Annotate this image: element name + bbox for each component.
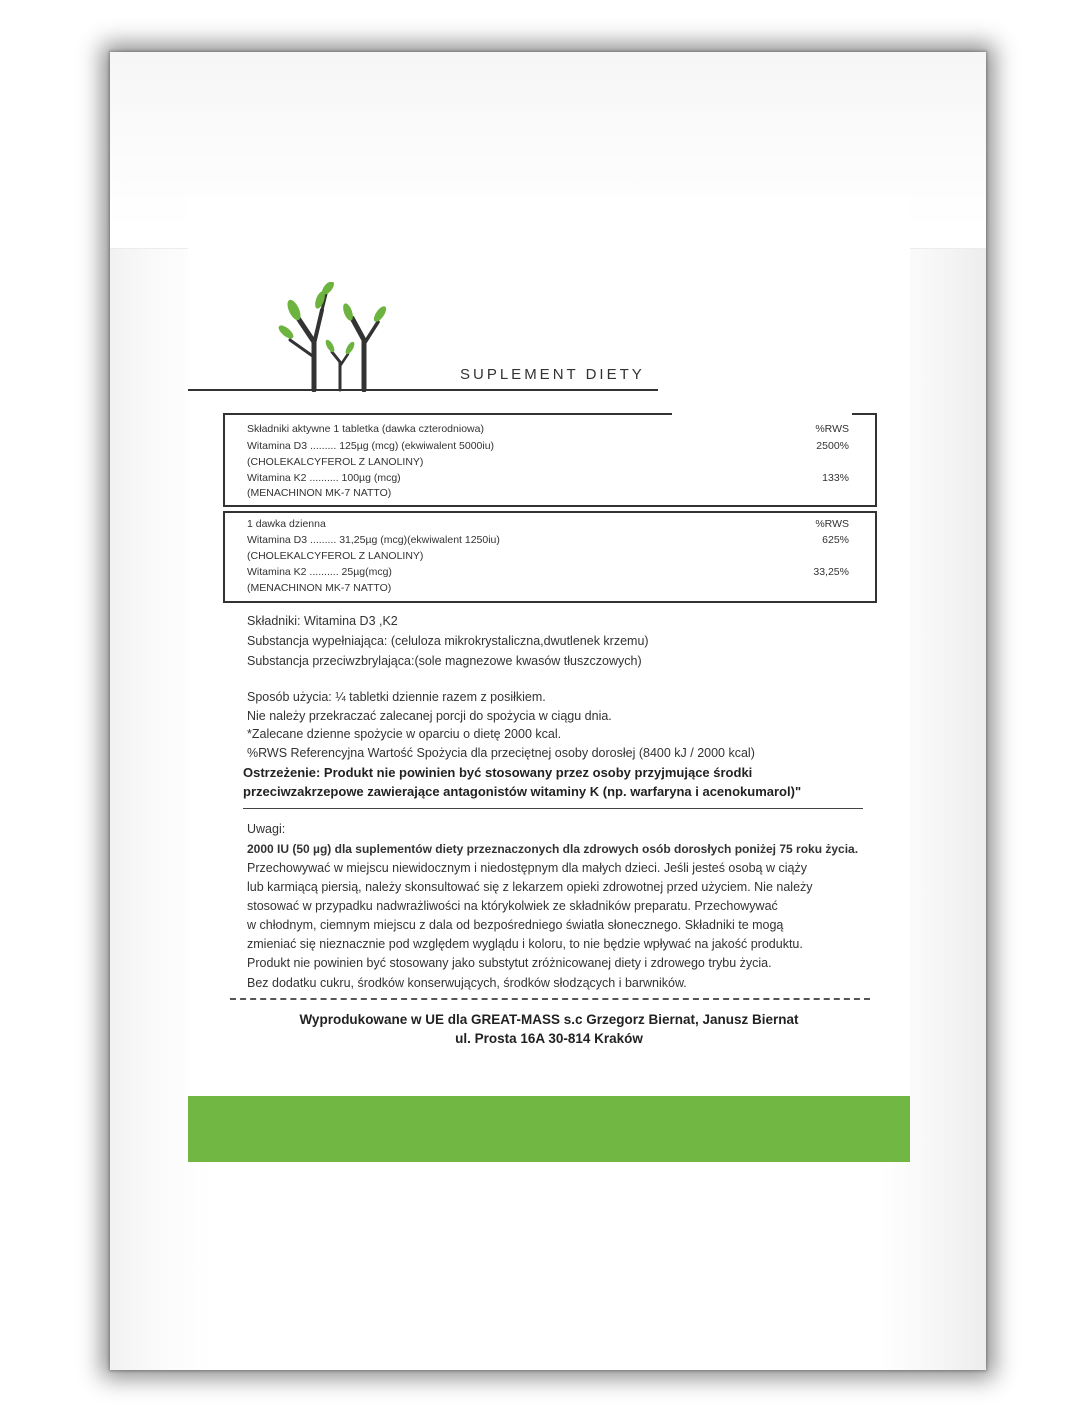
notes-line: 2000 IU (50 µg) dla suplementów diety przeznaczonych dla zdrowych osób dorosłych poniżej 75 roku życia. bbox=[247, 842, 859, 856]
table2-row: Witamina D3 ......... 31,25µg (mcg)(ekwiwalent 1250iu) bbox=[247, 534, 500, 546]
usage-line: %RWS Referencyjna Wartość Spożycia dla przeciętnej osoby dorosłej (8400 kJ / 2000 kcal) bbox=[247, 746, 755, 760]
section-divider bbox=[243, 808, 863, 809]
notes-line: lub karmiącą piersią, należy skonsultować się z lekarzem opieki zdrowotnej przed użyciem. Nie należy bbox=[247, 880, 813, 894]
table2-header: 1 dawka dzienna bbox=[247, 518, 326, 530]
usage-line: Sposób użycia: ¼ tabletki dziennie razem z posiłkiem. bbox=[247, 690, 546, 704]
warning-line: przeciwzakrzepowe zawierające antagonistów witaminy K (np. warfaryna i acenokumarol)" bbox=[243, 784, 802, 799]
table2-row: (CHOLEKALCYFEROL Z LANOLINY) bbox=[247, 550, 424, 562]
product-type-title: SUPLEMENT DIETY bbox=[460, 366, 645, 383]
tree-icon bbox=[268, 282, 390, 392]
usage-line: *Zalecane dzienne spożycie w oparciu o dietę 2000 kcal. bbox=[247, 727, 562, 741]
table1-row: Witamina D3 ......... 125µg (mcg) (ekwiwalent 5000iu) bbox=[247, 440, 495, 452]
table1-row-rws: 2500% bbox=[816, 440, 849, 452]
brand-underline bbox=[188, 389, 658, 391]
warning-line: Ostrzeżenie: Produkt nie powinien być stosowany przez osoby przyjmujące środki bbox=[243, 765, 753, 780]
table2-row-rws: 33,25% bbox=[813, 566, 849, 578]
table2-row: (MENACHINON MK-7 NATTO) bbox=[247, 582, 392, 594]
green-band bbox=[188, 1096, 910, 1162]
notes-line: stosować w przypadku nadwrażliwości na którykolwiek ze składników preparatu. Przechowywać bbox=[247, 899, 778, 913]
notes-heading: Uwagi: bbox=[247, 822, 286, 836]
notes-line: zmieniać się nieznacznie pod względem wyglądu i koloru, to nie będzie wpływać na jakość produktu. bbox=[247, 937, 803, 951]
producer-address: ul. Prosta 16A 30-814 Kraków bbox=[455, 1031, 643, 1046]
table1-header-rws: %RWS bbox=[815, 423, 849, 435]
table1-row: (MENACHINON MK-7 NATTO) bbox=[247, 487, 392, 499]
ingredients-line: Składniki: Witamina D3 ,K2 bbox=[247, 614, 398, 628]
table1-row: (CHOLEKALCYFEROL Z LANOLINY) bbox=[247, 456, 424, 468]
ingredients-line: Substancja przeciwzbrylająca:(sole magnezowe kwasów tłuszczowych) bbox=[247, 654, 642, 668]
table2-header-rws: %RWS bbox=[815, 518, 849, 530]
ingredients-line: Substancja wypełniająca: (celuloza mikrokrystaliczna,dwutlenek krzemu) bbox=[247, 634, 649, 648]
table1-row-rws: 133% bbox=[822, 472, 849, 484]
table1-row: Witamina K2 .......... 100µg (mcg) bbox=[247, 472, 401, 484]
usage-line: Nie należy przekraczać zalecanej porcji do spożycia w ciągu dnia. bbox=[247, 709, 612, 723]
notes-line: w chłodnym, ciemnym miejscu z dala od bezpośredniego światła słonecznego. Składniki te mogą bbox=[247, 918, 784, 932]
notes-line: Produkt nie powinien być stosowany jako substytut zróżnicowanej diety i zdrowego trybu życia. bbox=[247, 956, 772, 970]
dashed-divider bbox=[230, 998, 870, 1000]
table2-row: Witamina K2 .......... 25µg(mcg) bbox=[247, 566, 392, 578]
table1-header: Składniki aktywne 1 tabletka (dawka czterodniowa) bbox=[247, 423, 484, 435]
table2-row-rws: 625% bbox=[822, 534, 849, 546]
producer-line: Wyprodukowane w UE dla GREAT-MASS s.c Grzegorz Biernat, Janusz Biernat bbox=[299, 1012, 799, 1027]
notes-line: Przechowywać w miejscu niewidocznym i niedostępnym dla małych dzieci. Jeśli jesteś osobą w ciąży bbox=[247, 861, 807, 875]
notes-line: Bez dodatku cukru, środków konserwujących, środków słodzących i barwników. bbox=[247, 976, 687, 990]
